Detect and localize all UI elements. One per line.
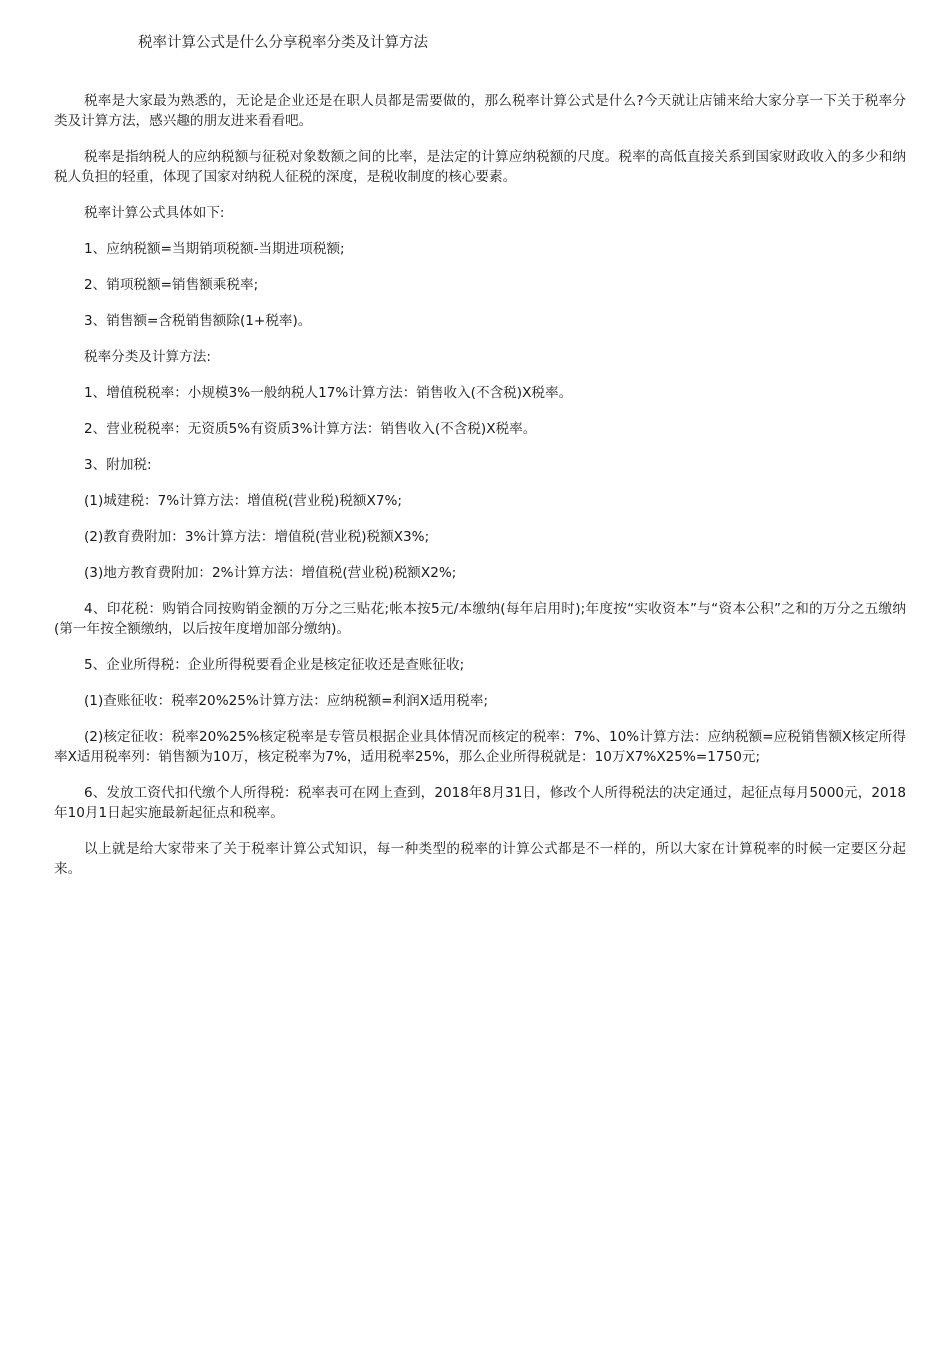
paragraph-formula-heading: 税率计算公式具体如下: <box>84 205 225 221</box>
paragraph-intro: 税率是大家最为熟悉的，无论是企业还是在职人员都是需要做的，那么税率计算公式是什么?今天就让店铺来给大家分享一下关于税率分类及计算方法，感兴趣的朋友进来看看吧。 <box>54 93 906 129</box>
paragraph-education-surcharge: (2)教育费附加：3%计算方法：增值税(营业税)税额X3%; <box>84 529 430 545</box>
paragraph-definition: 税率是指纳税人的应纳税额与征税对象数额之间的比率，是法定的计算应纳税额的尺度。税率的高低直接关系到国家财政收入的多少和纳税人负担的轻重，体现了国家对纳税人征税的深度，是税收制度的核心要素。 <box>54 149 906 185</box>
paragraph-stamp-tax: 4、印花税：购销合同按购销金额的万分之三贴花;帐本按5元/本缴纳(每年启用时);年度按“实收资本”与“资本公积”之和的万分之五缴纳(第一年按全额缴纳，以后按年度增加部分缴纳)。 <box>54 601 906 637</box>
paragraph-business-tax: 2、营业税税率：无资质5%有资质3%计算方法：销售收入(不含税)X税率。 <box>84 421 537 437</box>
paragraph-personal-income-tax: 6、发放工资代扣代缴个人所得税：税率表可在网上查到，2018年8月31日，修改个人所得税法的决定通过，起征点每月5000元，2018年10月1日起实施最新起征点和税率。 <box>54 785 906 821</box>
paragraph-conclusion: 以上就是给大家带来了关于税率计算公式知识，每一种类型的税率的计算公式都是不一样的，所以大家在计算税率的时候一定要区分起来。 <box>54 841 906 877</box>
document-body <box>54 91 906 895</box>
paragraph-audit-collection: (1)查账征收：税率20%25%计算方法：应纳税额=利润X适用税率; <box>84 693 489 709</box>
paragraph-category-heading: 税率分类及计算方法: <box>84 349 211 365</box>
paragraph-local-education-surcharge: (3)地方教育费附加：2%计算方法：增值税(营业税)税额X2%; <box>84 565 457 581</box>
paragraph-surcharge-heading: 3、附加税: <box>84 457 152 473</box>
paragraph-formula-3: 3、销售额=含税销售额除(1+税率)。 <box>84 313 312 329</box>
paragraph-assessed-collection: (2)核定征收：税率20%25%核定税率是专管员根据企业具体情况而核定的税率：7%、10%计算方法：应纳税额=应税销售额X核定所得率X适用税率列：销售额为10万，核定税率为7%，适用税率25%，那么企业所得税就是：10万X7%X25%=1750元; <box>54 729 906 765</box>
paragraph-formula-2: 2、销项税额=销售额乘税率; <box>84 277 259 293</box>
paragraph-corporate-income-tax: 5、企业所得税：企业所得税要看企业是核定征收还是查账征收; <box>84 657 465 673</box>
paragraph-urban-construction-tax: (1)城建税：7%计算方法：增值税(营业税)税额X7%; <box>84 493 402 509</box>
paragraph-formula-1: 1、应纳税额=当期销项税额-当期进项税额; <box>84 241 345 257</box>
paragraph-vat: 1、增值税税率：小规模3%一般纳税人17%计算方法：销售收入(不含税)X税率。 <box>84 385 573 401</box>
document-title: 税率计算公式是什么分享税率分类及计算方法 <box>138 35 428 51</box>
